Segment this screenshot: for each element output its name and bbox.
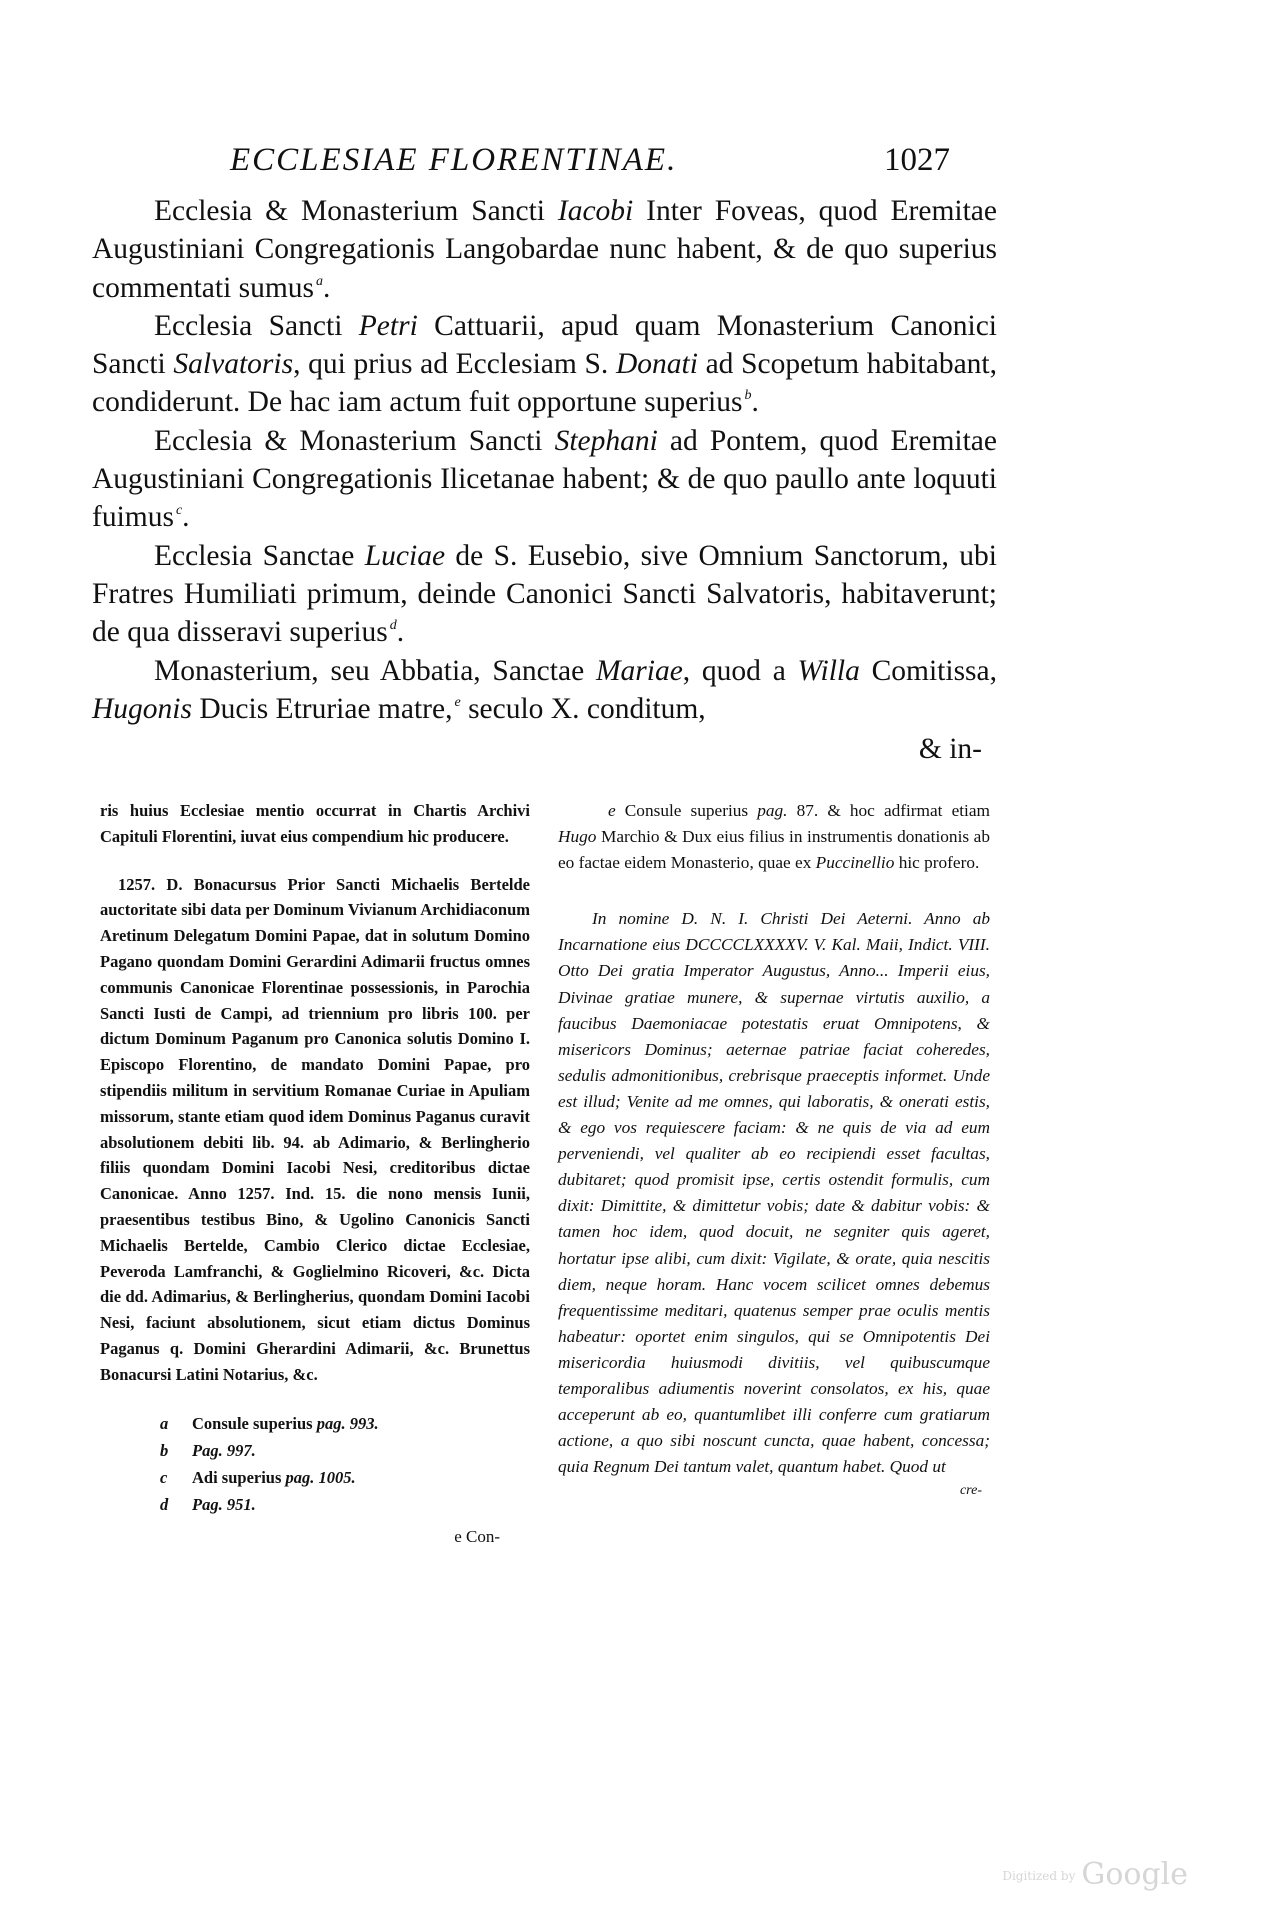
footnote-ref: d: [389, 618, 397, 634]
footnote-item: a Consule superius pag. 993.: [160, 1413, 379, 1433]
paragraph-luciae: Ecclesia Sanctae Luciae de S. Eusebio, sive Omnium Sanctorum, ubi Fratres Humiliati primum, deinde Canonici Sancti Salvatoris, habitaverunt; de qua disseravi superius $^d$.: [92, 539, 997, 649]
page-header: [230, 142, 950, 182]
paragraph-petri: Ecclesia Sancti Petri Cattuarii, apud quam Monasterium Canonici Sancti Salvatoris, qui prius ad Ecclesiam S. Donati ad Scopetum habitabant, condiderunt. De hac iam actum fuit opportune superius $^b$.: [92, 309, 997, 419]
paragraph-mariae: Monasterium, seu Abbatia, Sanctae Mariae, quod a Willa Comitissa, Hugonis Ducis Etruriae matre, $^e$ seculo X. conditum,: [92, 654, 997, 725]
footnote-ref: b: [744, 388, 752, 404]
note-text: e Consule superius pag. 87. & hoc adfirmat etiam Hugo Marchio & Dux eius filius in instrumentis donationis ab eo factae eidem Monasterio, quae ex Puccinellio hic profero.: [558, 801, 990, 873]
footnote-item: b Pag. 997.: [160, 1440, 256, 1460]
paragraph-stephani: Ecclesia & Monasterium Sancti Stephani ad Pontem, quod Eremitae Augustiniani Congregationis Ilicetanae habent; & de quo paullo ante loquuti fuimus $^c$.: [92, 424, 997, 534]
catchword: & in-: [918, 733, 982, 766]
footnote-item: d Pag. 951.: [160, 1494, 256, 1514]
charter-text: In nomine D. N. I. Christi Dei Aeterni. Anno ab Incarnatione eius DCCCCLXXXXV. V. Kal. Maii, Indict. VIII. Otto Dei gratia Imperator Augustus, Anno... Imperii eius, Divinae gratiae munere, & supernae virtutis auxilio, a faucibus Daemoniacae potestatis eruat Omnipotens, & misericors Dominus; aeternae patriae faciat coheredes, sedulis admonitionibus, crebrisque praeceptis informet. Unde est illud; Venite ad me omnes, qui laboratis, & onerati estis, & ego vos requiescere faciam: & ne quis de via ad eum perveniendi, vel qualiter ab eo recipiendi esset facultas, dubitaret; quod promisit ipse, certis ostendit formulis, cum dixit: Dimittite, & dimittetur vobis; date & dabitur vobis: & tamen hoc idem, quod docuit, ne segniter quis ageret, hortatur ipse alibi, cum dixit: Vigilate, & orate, quia nescitis diem, neque horam. Hanc vocem scilicet omnes debemus frequentissime meditari, quatenus semper prae oculis mentis habeatur: oportet enim singulos, qui se Omnipotentis Dei misericordia huiusmodi divitiis, vel quibuscumque temporalibus adiumentis noverint consolatos, ex his, quae acceperunt ab eo, quantumlibet illi conferre cum gratiarum actione, a quo sibi noscunt cuncta, quae habent, concessa; quia Regnum Dei tantum valet, quantum habet. Quod ut: [558, 909, 990, 1477]
main-text: [92, 192, 997, 768]
charter-text: 1257. D. Bonacursus Prior Sancti Michaelis Bertelde auctoritate sibi data per Dominum Vivianum Archidiaconum Aretinum Delegatum Domini Papae, dat in solutum Domino Pagano quondam Domini Gerardini Adimarii fructus omnes communis Canonicae Florentinae possessionis, in Parochia Sancti Iusti de Campi, ad triennium pro libris 100. per dictum Dominum Paganum pro Canonica solutis Domino I. Episcopo Florentino, de mandato Domini Papae, pro stipendiis militum in servitium Romanae Curiae in Apuliam missorum, stante etiam quod idem Dominus Paganus curavit absolutionem debiti lib. 94. ab Adimario, & Berlingherio filiis quondam Domini Iacobi Nesi, creditoribus dictae Canonicae. Anno 1257. Ind. 15. die nono mensis Iunii, praesentibus testibus Bino, & Ugolino Canonicis Sancti Michaelis Bertelde, Cambio Clerico dictae Ecclesiae, Peveroda Lamfranchi, & Goglielmino Ricoveri, &c. Dicta die dd. Adimarius, & Berlingherius, quondam Domini Iacobi Nesi, faciunt absolutionem, sicut etiam dictus Dominus Paganus q. Domini Gherardini Adimarii, &c. Brunettus Bonacursi Latini Notarius, &c.: [100, 874, 530, 1384]
catchword: cre-: [959, 1483, 982, 1499]
running-title: ECCLESIAE FLORENTINAE.: [230, 142, 678, 178]
footnote-item: c Adi superius pag. 1005.: [160, 1467, 356, 1487]
note-text: ris huius Ecclesiae mentio occurrat in Chartis Archivi Capituli Florentini, iuvat eius compendium hic producere.: [100, 801, 530, 846]
page-number: 1027: [884, 142, 950, 178]
footnote-column-right: [558, 798, 990, 1504]
digitization-watermark: Digitized by Google: [1002, 1857, 1188, 1892]
footnote-ref: e: [454, 694, 461, 710]
paragraph-iacobi: Ecclesia & Monasterium Sancti Iacobi Inter Foveas, quod Eremitae Augustiniani Congregationis Langobardae nunc habent, & de quo superius commentati sumus $^a$.: [92, 195, 997, 304]
footnote-column-left: [100, 798, 530, 1549]
footnote-ref: a: [316, 273, 324, 289]
footnote-ref: c: [175, 503, 183, 519]
catchword: e Con-: [454, 1526, 500, 1546]
footnote-list: [160, 1410, 530, 1518]
